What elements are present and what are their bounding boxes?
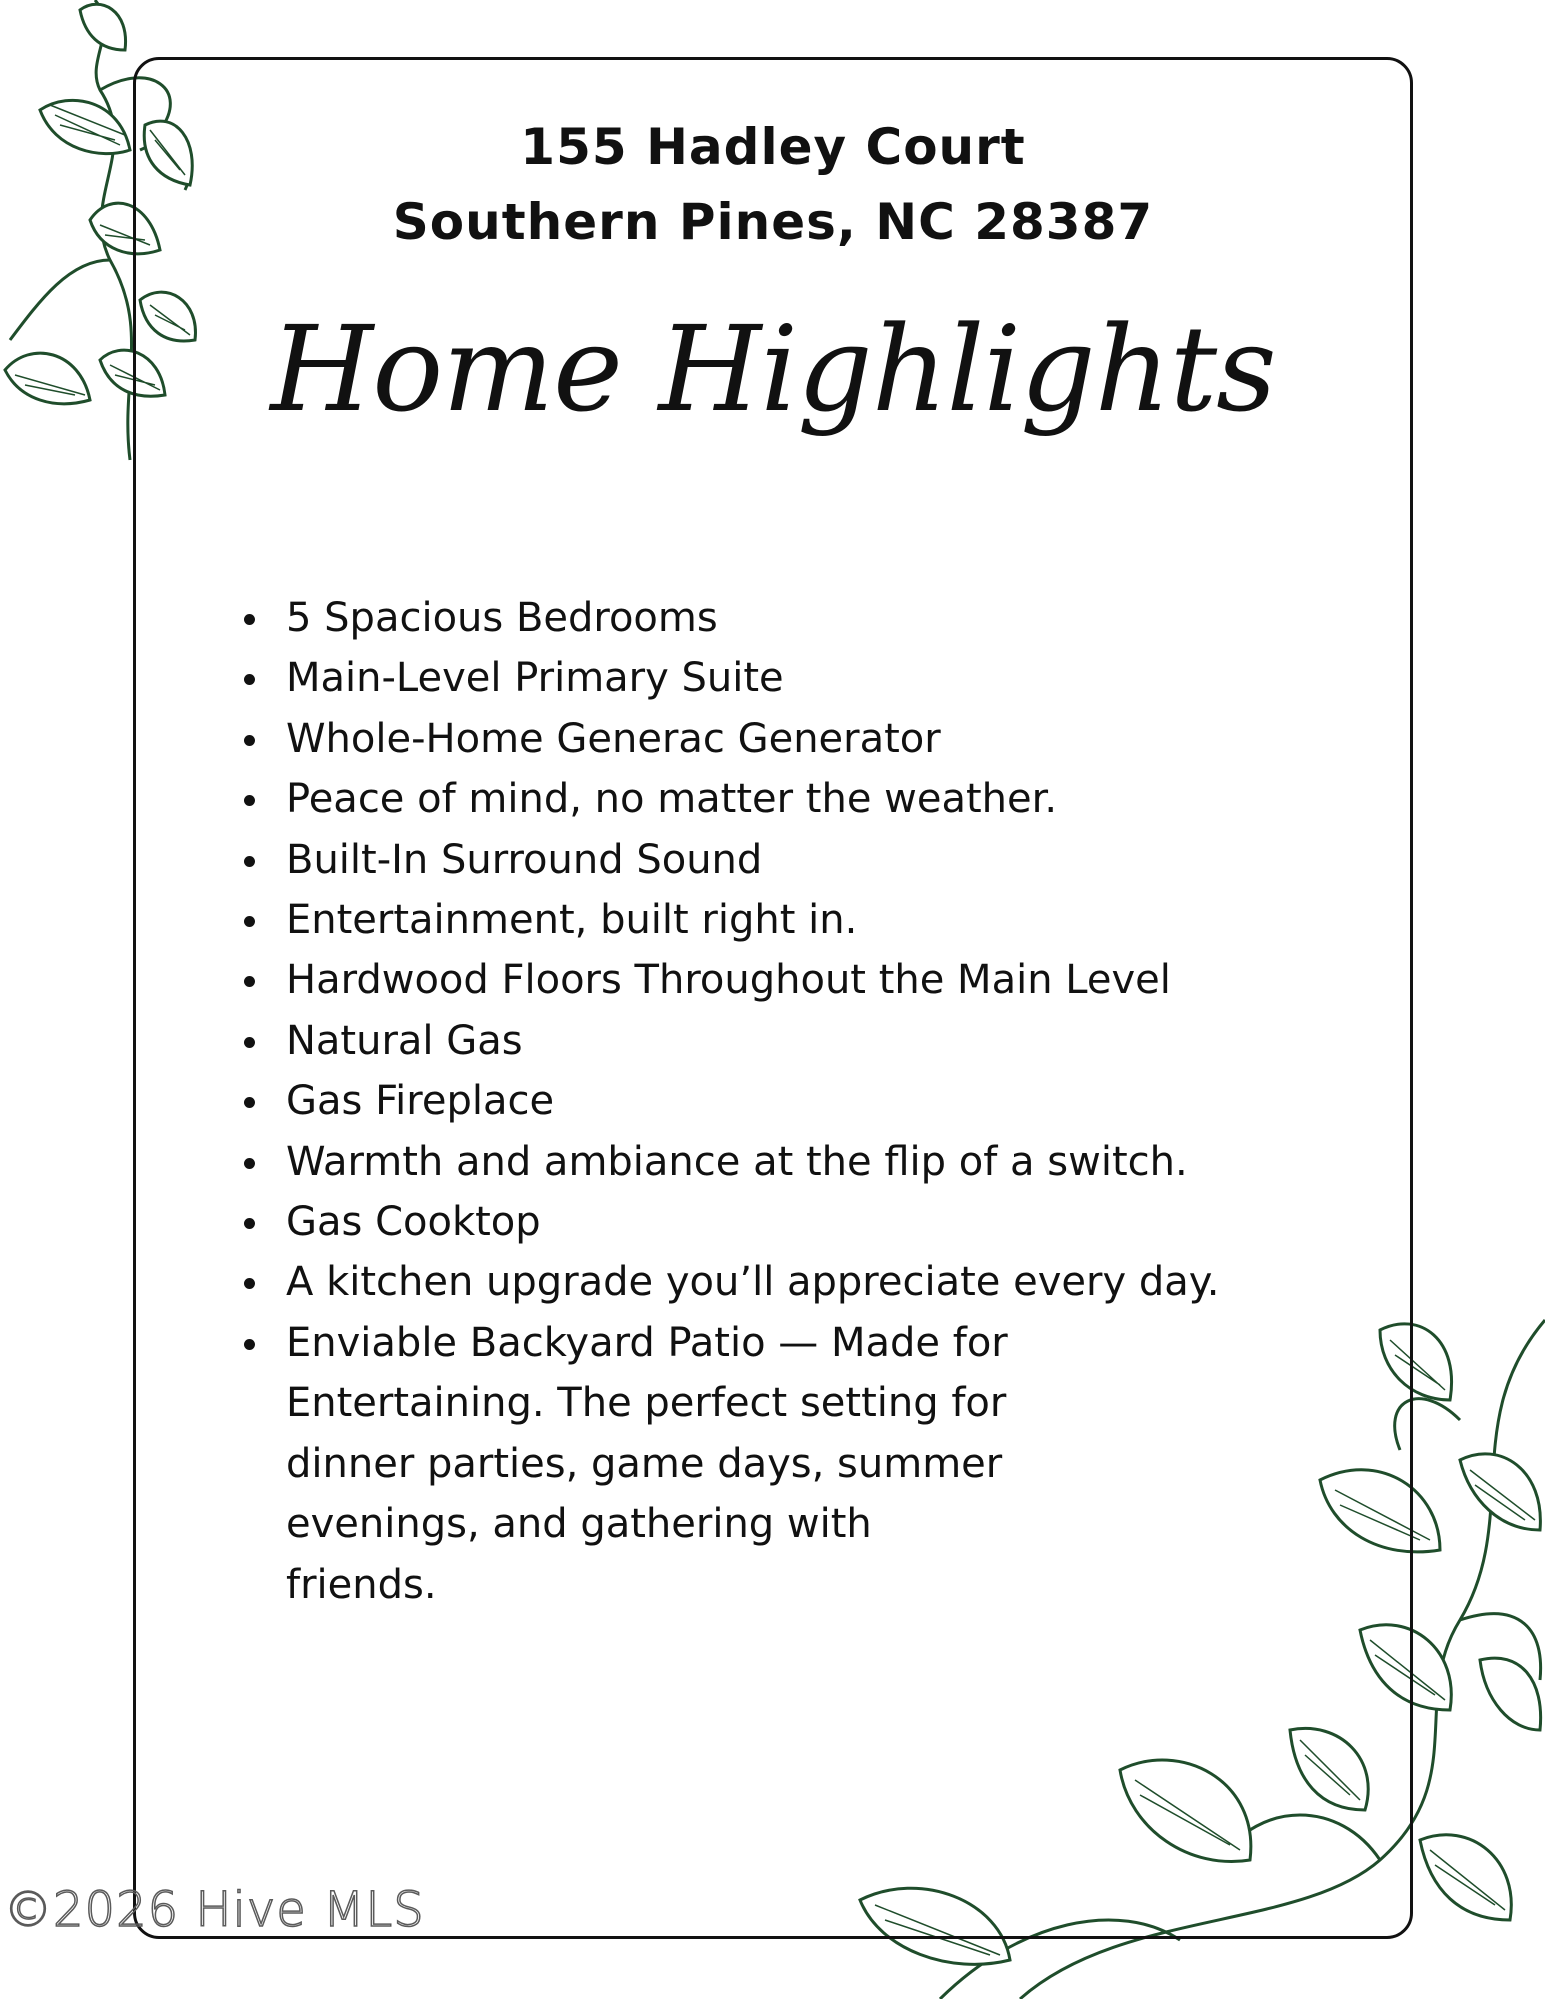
bullet-icon [244,856,255,867]
list-item: Enviable Backyard Patio — Made for Entertaining. The perfect setting for dinner parties, game days, summer evenings, and gathering with friends. [232,1313,1026,1615]
list-item: Whole-Home Generac Generator [232,709,1332,769]
bullet-icon [244,674,255,685]
list-item: Natural Gas [232,1011,1332,1071]
bullet-icon [244,916,255,927]
highlights-list [232,588,1332,1615]
bullet-icon [244,1097,255,1108]
list-item: Hardwood Floors Throughout the Main Level [232,950,1332,1010]
list-item: 5 Spacious Bedrooms [232,588,1332,648]
copyright-watermark: ©2026 Hive MLS [4,1882,425,1938]
bullet-icon [244,1158,255,1169]
bullet-icon [244,1218,255,1229]
bullet-icon [244,976,255,987]
list-item: A kitchen upgrade you’ll appreciate every day. [232,1252,1332,1312]
address-line-1: 155 Hadley Court [520,118,1026,176]
list-item: Built-In Surround Sound [232,830,1332,890]
bullet-icon [244,795,255,806]
list-item: Peace of mind, no matter the weather. [232,769,1332,829]
list-item: Entertainment, built right in. [232,890,1332,950]
bullet-icon [244,1037,255,1048]
bullet-icon [244,735,255,746]
address-line-2: Southern Pines, NC 28387 [392,193,1154,251]
home-highlights-heading: Home Highlights [270,300,1276,438]
bullet-icon [244,614,255,625]
list-item: Warmth and ambiance at the flip of a switch. [232,1132,1332,1192]
bullet-icon [244,1278,255,1289]
list-item: Main-Level Primary Suite [232,648,1332,708]
list-item: Gas Fireplace [232,1071,1332,1131]
bullet-icon [244,1339,255,1350]
list-item: Gas Cooktop [232,1192,1332,1252]
